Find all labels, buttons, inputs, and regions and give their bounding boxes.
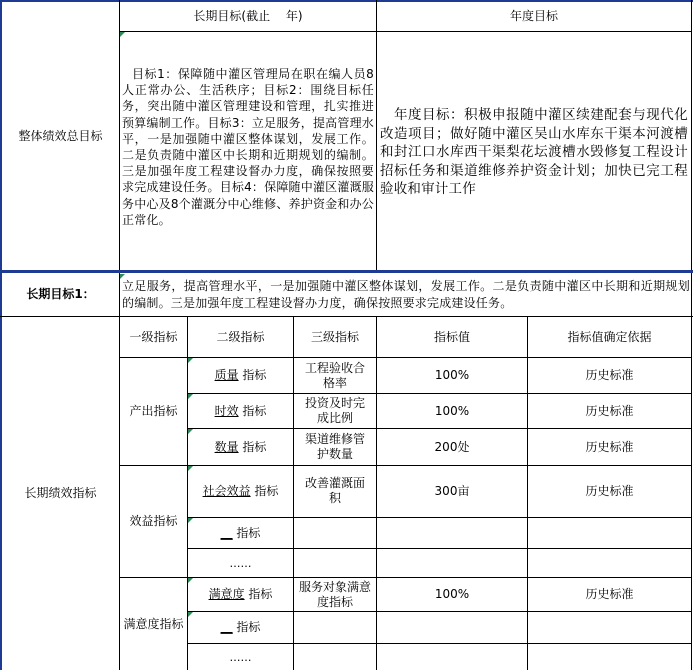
quality-value-text: 100%	[434, 368, 470, 382]
social-basis-text: 历史标准	[585, 484, 634, 498]
long-term-header-text: 长期目标(截止 年)	[193, 9, 303, 23]
satisfaction-blank-level2-suffix: 指标	[236, 620, 261, 634]
group-benefit-text: 效益指标	[129, 514, 178, 528]
satisfaction-blank-level2-word: __	[220, 620, 233, 634]
goal1-label	[2, 273, 119, 316]
ind-header-level2-text: 二级指标	[216, 329, 265, 344]
timeliness-level2-suffix: 指标	[242, 403, 267, 418]
quantity-value	[377, 429, 527, 465]
quantity-level3-text: 渠道维修管护数量	[304, 432, 365, 461]
social-level3-text: 改善灌溉面积	[304, 476, 365, 505]
satisfaction-level3	[294, 578, 376, 611]
satisfaction-basis	[528, 578, 691, 611]
ind-header-level1	[120, 317, 187, 357]
cell-marker	[120, 32, 125, 37]
group-output-text: 产出指标	[129, 404, 178, 418]
timeliness-value-text: 100%	[434, 403, 470, 418]
overall-long-term-text: 目标1：保障随中灌区管理局在职在编人员8人正常办公、生活秩序；目标2：围绕目标任务，突出随中灌区管理建设和管理，扎实推进预算编制工作。目标3：立足服务，提高管理水平，一是加强随中灌区整体谋划，发展工作。二是负责随中灌区中长期和近期规划的编制。三是加强年度工程建设督办力度，确保按照要求完成建设任务。目标4：保障随中灌区灌溉服务中心及8个灌溉分中心维修、养护资金和办公正常化。	[122, 67, 374, 227]
annual-header	[377, 2, 691, 31]
ind-header-basis-text: 指标值确定依据	[567, 329, 652, 344]
ind-header-basis	[528, 317, 691, 357]
group-output	[120, 358, 187, 465]
quality-level3-text: 工程验收合格率	[304, 360, 365, 390]
ind-header-value	[377, 317, 527, 357]
ind-header-level2	[188, 317, 293, 357]
quality-value	[377, 358, 527, 393]
group-satisfaction-text: 满意度指标	[123, 616, 184, 631]
group-benefit	[120, 466, 187, 577]
right-border	[691, 0, 692, 670]
timeliness-level3	[294, 394, 376, 428]
satisfaction-level3-text: 服务对象满意度指标	[298, 579, 371, 609]
timeliness-basis	[528, 394, 691, 428]
group-satisfaction	[120, 578, 187, 670]
social-value-text: 300亩	[434, 484, 470, 498]
quantity-value-text: 200处	[434, 439, 470, 454]
social-level2-suffix: 指标	[254, 484, 279, 498]
quality-level2	[188, 358, 293, 393]
satisfaction-blank-level2	[188, 612, 293, 643]
benefit-blank-level2-word: __	[220, 525, 233, 540]
overall-row-label-text: 整体绩效总目标	[18, 128, 103, 143]
quality-basis	[528, 358, 691, 393]
satisfaction-level2-suffix: 指标	[248, 587, 273, 601]
satisfaction-value	[377, 578, 527, 611]
quantity-level2-suffix: 指标	[242, 439, 267, 454]
timeliness-value	[377, 394, 527, 428]
satisfaction-level2-word: 满意度	[208, 587, 245, 601]
indicators-row-label	[2, 317, 119, 670]
benefit-dots-level2	[188, 549, 293, 577]
long-term-header	[120, 2, 376, 31]
satisfaction-level2	[188, 578, 293, 611]
ind-header-level1-text: 一级指标	[129, 329, 178, 344]
benefit-blank-level2-suffix: 指标	[236, 525, 261, 540]
annual-header-text: 年度目标	[509, 9, 558, 23]
social-basis	[528, 466, 691, 517]
goal1-text: 立足服务，提高管理水平，一是加强随中灌区整体谋划，发展工作。二是负责随中灌区中长期和近期规划的编制。三是加强年度工程建设督办力度，确保按照要求完成建设任务。	[122, 279, 690, 310]
social-level2	[188, 466, 293, 517]
social-level3	[294, 466, 376, 517]
satisfaction-value-text: 100%	[434, 587, 470, 601]
ind-header-level3-text: 三级指标	[310, 329, 359, 344]
social-level2-word: 社会效益	[202, 484, 251, 498]
quantity-level2	[188, 429, 293, 465]
overall-annual-text: 年度目标：积极申报随中灌区续建配套与现代化改造项目；做好随中灌区吴山水库东干渠本河渡槽和封江口水库西干渠梨花坛渡槽水毁修复工程设计招标任务和渠道维修养护资金计划；加快已完工程验收和审计工作	[380, 107, 688, 197]
goal1-label-text: 长期目标1：	[26, 287, 95, 301]
quantity-level2-word: 数量	[214, 439, 239, 454]
timeliness-level2	[188, 394, 293, 428]
quantity-level3	[294, 429, 376, 465]
benefit-blank-level2	[188, 518, 293, 548]
timeliness-level2-word: 时效	[214, 403, 239, 418]
quantity-basis-text: 历史标准	[585, 439, 634, 454]
satisfaction-basis-text: 历史标准	[585, 587, 634, 601]
timeliness-basis-text: 历史标准	[585, 403, 634, 418]
timeliness-level3-text: 投资及时完成比例	[304, 396, 365, 425]
quantity-basis	[528, 429, 691, 465]
quality-level2-suffix: 指标	[242, 368, 267, 382]
header-bottom	[119, 31, 692, 32]
col-divider-annual	[376, 0, 377, 271]
social-value	[377, 466, 527, 517]
overall-row-label	[2, 2, 119, 270]
indicators-row-label-text: 长期绩效指标	[24, 486, 97, 500]
ind-header-level3	[294, 317, 376, 357]
quality-level3	[294, 358, 376, 393]
satisfaction-dots-level2	[188, 644, 293, 670]
benefit-dots-text: ……	[229, 556, 252, 570]
satisfaction-dots-text: ……	[229, 650, 252, 664]
quality-basis-text: 历史标准	[585, 368, 634, 382]
ind-header-value-text: 指标值	[433, 329, 470, 344]
quality-level2-word: 质量	[214, 368, 239, 382]
